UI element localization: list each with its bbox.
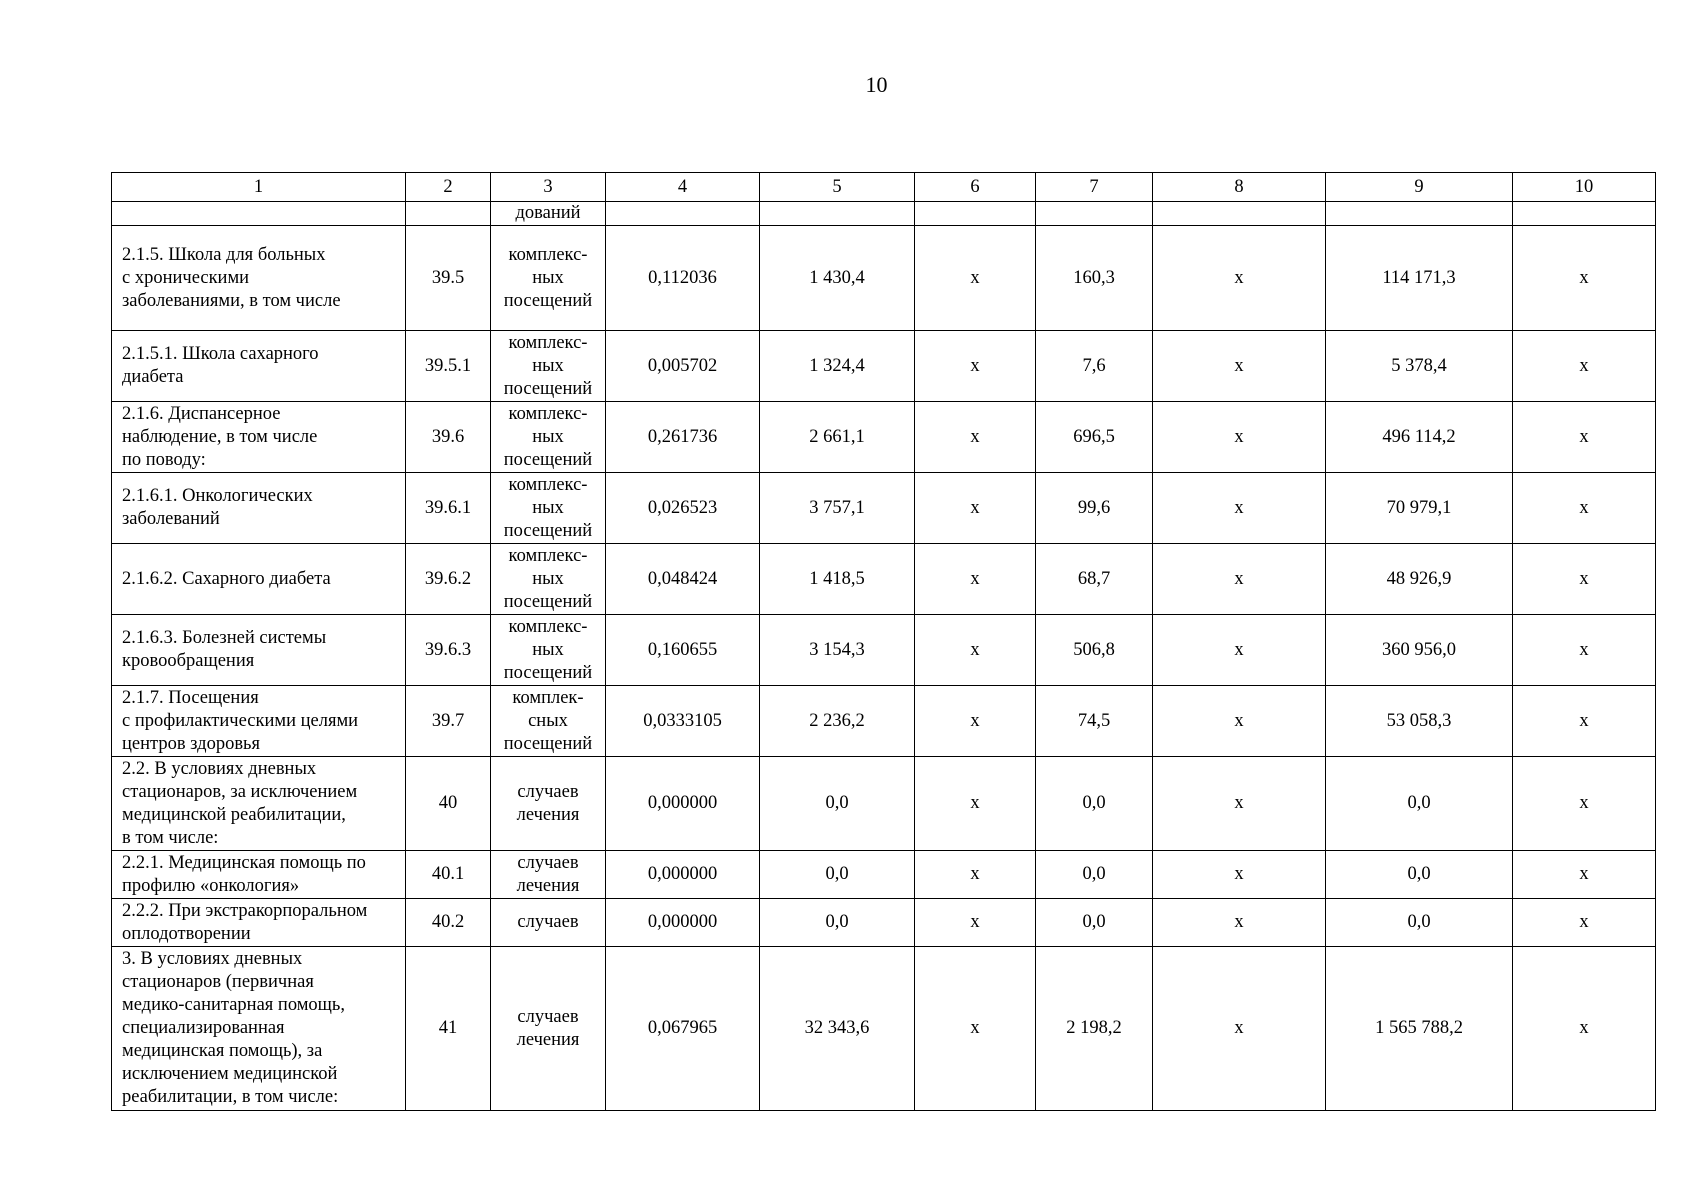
row-col6-cell: х xyxy=(915,615,1036,686)
row-col7-cell: 68,7 xyxy=(1036,544,1153,615)
row-col6-cell: х xyxy=(915,402,1036,473)
row-cost-cell: 0,0 xyxy=(760,851,915,899)
row-norm-cell: 0,067965 xyxy=(606,947,760,1111)
row-unit-cell: комплек- сных посещений xyxy=(491,686,606,757)
continuation-unit-cell: дований xyxy=(491,202,606,226)
row-unit-cell: комплекс- ных посещений xyxy=(491,226,606,331)
row-code-cell: 40.2 xyxy=(406,899,491,947)
table-row xyxy=(112,851,1656,899)
row-col10-cell: х xyxy=(1513,757,1656,851)
row-col7-cell: 506,8 xyxy=(1036,615,1153,686)
row-col9-cell: 0,0 xyxy=(1326,757,1513,851)
row-code-cell: 40.1 xyxy=(406,851,491,899)
row-cost-cell: 1 430,4 xyxy=(760,226,915,331)
table-row xyxy=(112,544,1656,615)
row-col7-cell: 0,0 xyxy=(1036,851,1153,899)
row-col8-cell: х xyxy=(1153,402,1326,473)
row-norm-cell: 0,048424 xyxy=(606,544,760,615)
row-col7-cell: 696,5 xyxy=(1036,402,1153,473)
table-row xyxy=(112,757,1656,851)
row-col9-cell: 5 378,4 xyxy=(1326,331,1513,402)
row-col10-cell: х xyxy=(1513,851,1656,899)
row-col10-cell: х xyxy=(1513,615,1656,686)
row-col10-cell: х xyxy=(1513,402,1656,473)
row-col10-cell: х xyxy=(1513,473,1656,544)
table-row xyxy=(112,331,1656,402)
header-col-3: 3 xyxy=(491,173,606,202)
continuation-row xyxy=(112,202,1656,226)
table-row xyxy=(112,402,1656,473)
row-col8-cell: х xyxy=(1153,544,1326,615)
table-row xyxy=(112,686,1656,757)
row-cost-cell: 0,0 xyxy=(760,757,915,851)
header-number-row xyxy=(112,173,1656,202)
row-col7-cell: 160,3 xyxy=(1036,226,1153,331)
row-cost-cell: 2 661,1 xyxy=(760,402,915,473)
continuation-cell-9 xyxy=(1326,202,1513,226)
row-name-cell: 2.1.6.2. Сахарного диабета xyxy=(112,544,406,615)
table-row xyxy=(112,899,1656,947)
header-col-9: 9 xyxy=(1326,173,1513,202)
row-unit-cell: комплекс- ных посещений xyxy=(491,473,606,544)
continuation-cell-2 xyxy=(406,202,491,226)
continuation-cell-10 xyxy=(1513,202,1656,226)
row-unit-cell: комплекс- ных посещений xyxy=(491,544,606,615)
row-col10-cell: х xyxy=(1513,947,1656,1111)
row-name-cell: 2.1.7. Посещения с профилактическими целями центров здоровья xyxy=(112,686,406,757)
table-row xyxy=(112,226,1656,331)
row-col10-cell: х xyxy=(1513,226,1656,331)
row-norm-cell: 0,000000 xyxy=(606,851,760,899)
row-col6-cell: х xyxy=(915,331,1036,402)
row-code-cell: 39.5.1 xyxy=(406,331,491,402)
row-code-cell: 41 xyxy=(406,947,491,1111)
row-unit-cell: случаев лечения xyxy=(491,757,606,851)
row-col9-cell: 48 926,9 xyxy=(1326,544,1513,615)
row-cost-cell: 3 154,3 xyxy=(760,615,915,686)
row-col8-cell: х xyxy=(1153,686,1326,757)
row-cost-cell: 1 324,4 xyxy=(760,331,915,402)
table-row xyxy=(112,615,1656,686)
row-norm-cell: 0,112036 xyxy=(606,226,760,331)
row-col9-cell: 114 171,3 xyxy=(1326,226,1513,331)
row-col9-cell: 1 565 788,2 xyxy=(1326,947,1513,1111)
header-col-10: 10 xyxy=(1513,173,1656,202)
row-col7-cell: 0,0 xyxy=(1036,899,1153,947)
row-col8-cell: х xyxy=(1153,473,1326,544)
continuation-cell-1 xyxy=(112,202,406,226)
row-name-cell: 2.1.5. Школа для больных с хроническими заболеваниями, в том числе xyxy=(112,226,406,331)
row-col8-cell: х xyxy=(1153,757,1326,851)
row-col6-cell: х xyxy=(915,686,1036,757)
continuation-cell-6 xyxy=(915,202,1036,226)
row-col7-cell: 99,6 xyxy=(1036,473,1153,544)
row-name-cell: 2.2. В условиях дневных стационаров, за исключением медицинской реабилитации, в том числе: xyxy=(112,757,406,851)
row-col6-cell: х xyxy=(915,851,1036,899)
row-col7-cell: 7,6 xyxy=(1036,331,1153,402)
row-col8-cell: х xyxy=(1153,947,1326,1111)
row-code-cell: 39.6.2 xyxy=(406,544,491,615)
row-cost-cell: 1 418,5 xyxy=(760,544,915,615)
table-body xyxy=(112,173,1656,1111)
header-col-2: 2 xyxy=(406,173,491,202)
row-col9-cell: 360 956,0 xyxy=(1326,615,1513,686)
row-name-cell: 2.2.1. Медицинская помощь по профилю «онкология» xyxy=(112,851,406,899)
row-col8-cell: х xyxy=(1153,226,1326,331)
row-col9-cell: 53 058,3 xyxy=(1326,686,1513,757)
row-col6-cell: х xyxy=(915,473,1036,544)
continuation-cell-5 xyxy=(760,202,915,226)
row-unit-cell: случаев лечения xyxy=(491,947,606,1111)
row-name-cell: 3. В условиях дневных стационаров (первичная медико-санитарная помощь, специализированная медицинская помощь), за исключением медицинской реабилитации, в том числе: xyxy=(112,947,406,1111)
row-norm-cell: 0,261736 xyxy=(606,402,760,473)
row-unit-cell: комплекс- ных посещений xyxy=(491,331,606,402)
table-row xyxy=(112,947,1656,1111)
data-table xyxy=(111,172,1656,1111)
table-row xyxy=(112,473,1656,544)
row-col10-cell: х xyxy=(1513,544,1656,615)
row-cost-cell: 3 757,1 xyxy=(760,473,915,544)
row-cost-cell: 2 236,2 xyxy=(760,686,915,757)
row-col6-cell: х xyxy=(915,947,1036,1111)
row-unit-cell: случаев xyxy=(491,899,606,947)
header-col-5: 5 xyxy=(760,173,915,202)
row-col10-cell: х xyxy=(1513,331,1656,402)
row-unit-cell: случаев лечения xyxy=(491,851,606,899)
row-name-cell: 2.2.2. При экстракорпоральном оплодотворении xyxy=(112,899,406,947)
row-norm-cell: 0,000000 xyxy=(606,757,760,851)
row-col9-cell: 70 979,1 xyxy=(1326,473,1513,544)
row-col9-cell: 496 114,2 xyxy=(1326,402,1513,473)
row-code-cell: 39.6.3 xyxy=(406,615,491,686)
header-col-8: 8 xyxy=(1153,173,1326,202)
row-norm-cell: 0,160655 xyxy=(606,615,760,686)
row-col6-cell: х xyxy=(915,899,1036,947)
row-name-cell: 2.1.6.1. Онкологических заболеваний xyxy=(112,473,406,544)
row-unit-cell: комплекс- ных посещений xyxy=(491,615,606,686)
row-col8-cell: х xyxy=(1153,851,1326,899)
row-norm-cell: 0,000000 xyxy=(606,899,760,947)
continuation-cell-4 xyxy=(606,202,760,226)
header-col-7: 7 xyxy=(1036,173,1153,202)
row-code-cell: 39.6 xyxy=(406,402,491,473)
row-col10-cell: х xyxy=(1513,899,1656,947)
row-col7-cell: 0,0 xyxy=(1036,757,1153,851)
row-col10-cell: х xyxy=(1513,686,1656,757)
row-code-cell: 39.7 xyxy=(406,686,491,757)
row-col6-cell: х xyxy=(915,226,1036,331)
continuation-cell-7 xyxy=(1036,202,1153,226)
row-norm-cell: 0,0333105 xyxy=(606,686,760,757)
continuation-cell-8 xyxy=(1153,202,1326,226)
row-cost-cell: 0,0 xyxy=(760,899,915,947)
row-cost-cell: 32 343,6 xyxy=(760,947,915,1111)
row-col8-cell: х xyxy=(1153,331,1326,402)
row-col9-cell: 0,0 xyxy=(1326,899,1513,947)
row-name-cell: 2.1.6. Диспансерное наблюдение, в том числе по поводу: xyxy=(112,402,406,473)
row-col7-cell: 2 198,2 xyxy=(1036,947,1153,1111)
row-code-cell: 39.6.1 xyxy=(406,473,491,544)
row-code-cell: 40 xyxy=(406,757,491,851)
row-name-cell: 2.1.5.1. Школа сахарного диабета xyxy=(112,331,406,402)
row-unit-cell: комплекс- ных посещений xyxy=(491,402,606,473)
row-col9-cell: 0,0 xyxy=(1326,851,1513,899)
row-col6-cell: х xyxy=(915,757,1036,851)
row-col8-cell: х xyxy=(1153,615,1326,686)
row-col6-cell: х xyxy=(915,544,1036,615)
header-col-6: 6 xyxy=(915,173,1036,202)
header-col-4: 4 xyxy=(606,173,760,202)
row-col7-cell: 74,5 xyxy=(1036,686,1153,757)
row-name-cell: 2.1.6.3. Болезней системы кровообращения xyxy=(112,615,406,686)
page-number: 10 xyxy=(865,72,888,97)
row-col8-cell: х xyxy=(1153,899,1326,947)
header-col-1: 1 xyxy=(112,173,406,202)
row-code-cell: 39.5 xyxy=(406,226,491,331)
row-norm-cell: 0,005702 xyxy=(606,331,760,402)
row-norm-cell: 0,026523 xyxy=(606,473,760,544)
